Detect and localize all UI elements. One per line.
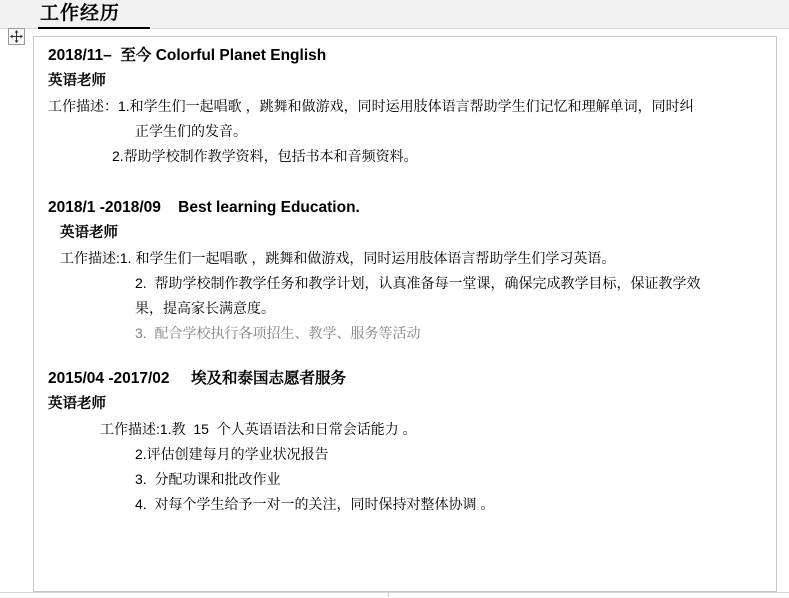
entry-date-title: 2015/04 -2017/02 埃及和泰国志愿者服务	[48, 370, 347, 387]
entry-date-title: 2018/11– 至今 Colorful Planet English	[48, 47, 327, 64]
resume-document	[33, 36, 777, 592]
entry-description-line: 工作描述：1.和学生们一起唱歌 ，跳舞和做游戏，同时运用肢体语言帮助学生们记忆和理解单词，同时纠	[48, 98, 694, 114]
entry-date-title: 2018/1 -2018/09 Best learning Education.	[48, 199, 360, 216]
entry-role: 英语老师	[48, 396, 106, 412]
move-arrows-icon	[9, 29, 24, 44]
experience-entry	[40, 195, 762, 346]
entry-description-line: 2. 帮助学校制作教学任务和教学计划，认真准备每一堂课，确保完成教学目标，保证教学效	[135, 275, 701, 291]
entry-role: 英语老师	[48, 73, 106, 89]
entry-description-line: 3. 配合学校执行各项招生、教学、服务等活动	[135, 325, 421, 341]
entry-description-line: 3. 分配功课和批改作业	[135, 471, 281, 487]
entry-description-line: 果，提高家长满意度。	[135, 300, 275, 316]
move-handle-icon[interactable]	[8, 28, 25, 45]
entry-description-line: 工作描述:1. 和学生们一起唱歌 ，跳舞和做游戏，同时运用肢体语言帮助学生们学习英语。	[60, 250, 616, 266]
entry-description-line: 4. 对每个学生给予一对一的关注，同时保持对整体协调 。	[135, 496, 495, 512]
entry-description-line: 正学生们的发音。	[135, 123, 247, 139]
experience-entry	[40, 43, 762, 169]
page-break-tick	[388, 592, 389, 597]
title-underline	[38, 27, 150, 29]
entry-spacer	[40, 173, 762, 195]
experience-entry	[40, 366, 762, 517]
entry-description-line: 2.评估创建每月的学业状况报告	[135, 446, 329, 462]
entry-description-line: 工作描述:1.教 15 个人英语语法和日常会话能力 。	[100, 421, 417, 437]
entry-spacer	[40, 350, 762, 366]
entry-description-line: 2.帮助学校制作教学资料，包括书本和音频资料。	[112, 148, 418, 164]
page-bottom-edge	[0, 592, 789, 598]
entry-role: 英语老师	[60, 225, 118, 241]
page-title: 工作经历	[40, 3, 121, 24]
